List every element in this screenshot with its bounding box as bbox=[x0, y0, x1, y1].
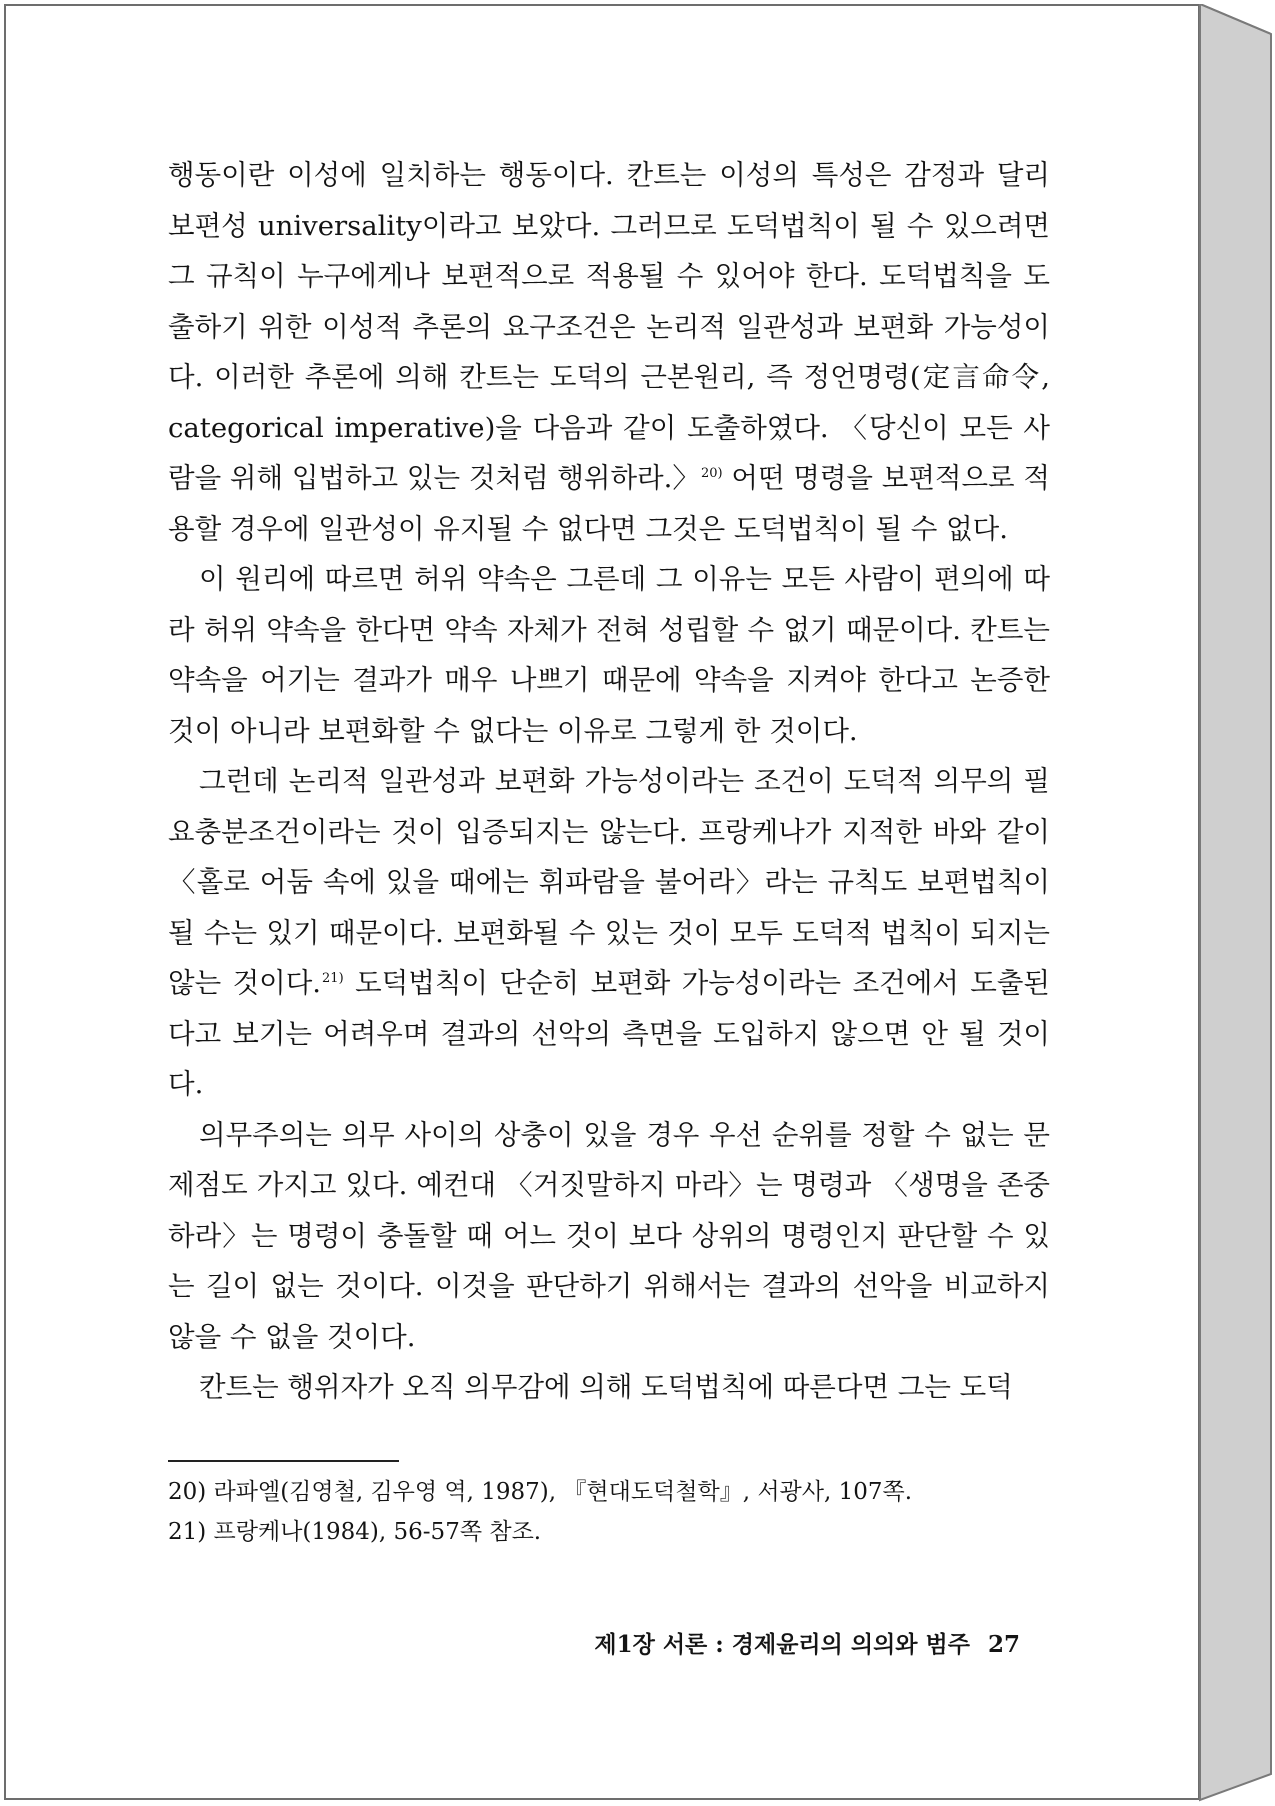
paragraph-text: 어떤 명령을 보편적으로 적용할 경우에 일관성이 유지될 수 없다면 그것은 도덕법칙이 될 수 없다. bbox=[168, 462, 1050, 545]
paragraph bbox=[168, 1110, 1050, 1363]
footnote-reference: 20) bbox=[700, 465, 723, 481]
paragraph bbox=[168, 554, 1050, 756]
paragraph-text: 칸트는 행위자가 오직 의무감에 의해 도덕법칙에 따른다면 그는 도덕 bbox=[199, 1371, 1013, 1403]
paragraph bbox=[168, 756, 1050, 1110]
footnotes bbox=[168, 1472, 1050, 1552]
footnote-divider bbox=[168, 1460, 399, 1462]
paragraph-text: 의무주의는 의무 사이의 상충이 있을 경우 우선 순위를 정할 수 없는 문제점도 가지고 있다. 예컨대 〈거짓말하지 마라〉는 명령과 〈생명을 존중하라〉는 명령이 충돌할 때 어느 것이 보다 상위의 명령인지 판단할 수 있는 길이 없는 것이다. 이것을 판단하기 위해서는 결과의 선악을 비교하지 않을 수 없을 것이다. bbox=[168, 1118, 1050, 1353]
paragraph-text: 도덕법칙이 단순히 보편화 가능성이라는 조건에서 도출된다고 보기는 어려우며 결과의 선악의 측면을 도입하지 않으면 안 될 것이다. bbox=[168, 967, 1050, 1100]
footnote-21: 21) 프랑케나(1984), 56-57쪽 참조. bbox=[168, 1519, 542, 1545]
paragraph-text: 그런데 논리적 일관성과 보편화 가능성이라는 조건이 도덕적 의무의 필요충분조건이라는 것이 입증되지는 않는다. 프랑케나가 지적한 바와 같이 〈홀로 어둠 속에 있을 때에는 휘파람을 불어라〉라는 규칙도 보편법칙이 될 수는 있기 때문이다. 보편화될 수 있는 것이 모두 도덕적 법칙이 되지는 않는 것이다. bbox=[168, 765, 1050, 999]
footnote-reference: 21) bbox=[322, 970, 344, 986]
running-footer bbox=[560, 1626, 1020, 1659]
footnote-20: 20) 라파엘(김영철, 김우영 역, 1987), 『현대도덕철학』, 서광사, 107쪽. bbox=[168, 1479, 913, 1505]
paragraph bbox=[168, 150, 1050, 554]
chapter-title: 제1장 서론 : 경제윤리의 의의와 범주 bbox=[594, 1631, 970, 1658]
book-side-edge bbox=[1198, 4, 1273, 1802]
paragraph bbox=[168, 1362, 1050, 1413]
paragraph-text: 이 원리에 따르면 허위 약속은 그른데 그 이유는 모든 사람이 편의에 따라 허위 약속을 한다면 약속 자체가 전혀 성립할 수 없기 때문이다. 칸트는 약속을 어기는 결과가 매우 나쁘기 때문에 약속을 지켜야 한다고 논증한 것이 아니라 보편화할 수 없다는 이유로 그렇게 한 것이다. bbox=[168, 563, 1050, 747]
body-text bbox=[168, 150, 1050, 1413]
paragraph-text: 행동이란 이성에 일치하는 행동이다. 칸트는 이성의 특성은 감정과 달리 보편성 universality이라고 보았다. 그러므로 도덕법칙이 될 수 있으려면 그 규칙이 누구에게나 보편적으로 적용될 수 있어야 한다. 도덕법칙을 도출하기 위한 이성적 추론의 요구조건은 논리적 일관성과 보편화 가능성이다. 이러한 추론에 의해 칸트는 도덕의 근본원리, 즉 정언명령(定言命令, categorical imperative)을 다음과 같이 도출하였다. 〈당신이 모든 사람을 위해 입법하고 있는 것처럼 행위하라.〉 bbox=[168, 159, 1050, 494]
page-number: 27 bbox=[987, 1631, 1020, 1658]
